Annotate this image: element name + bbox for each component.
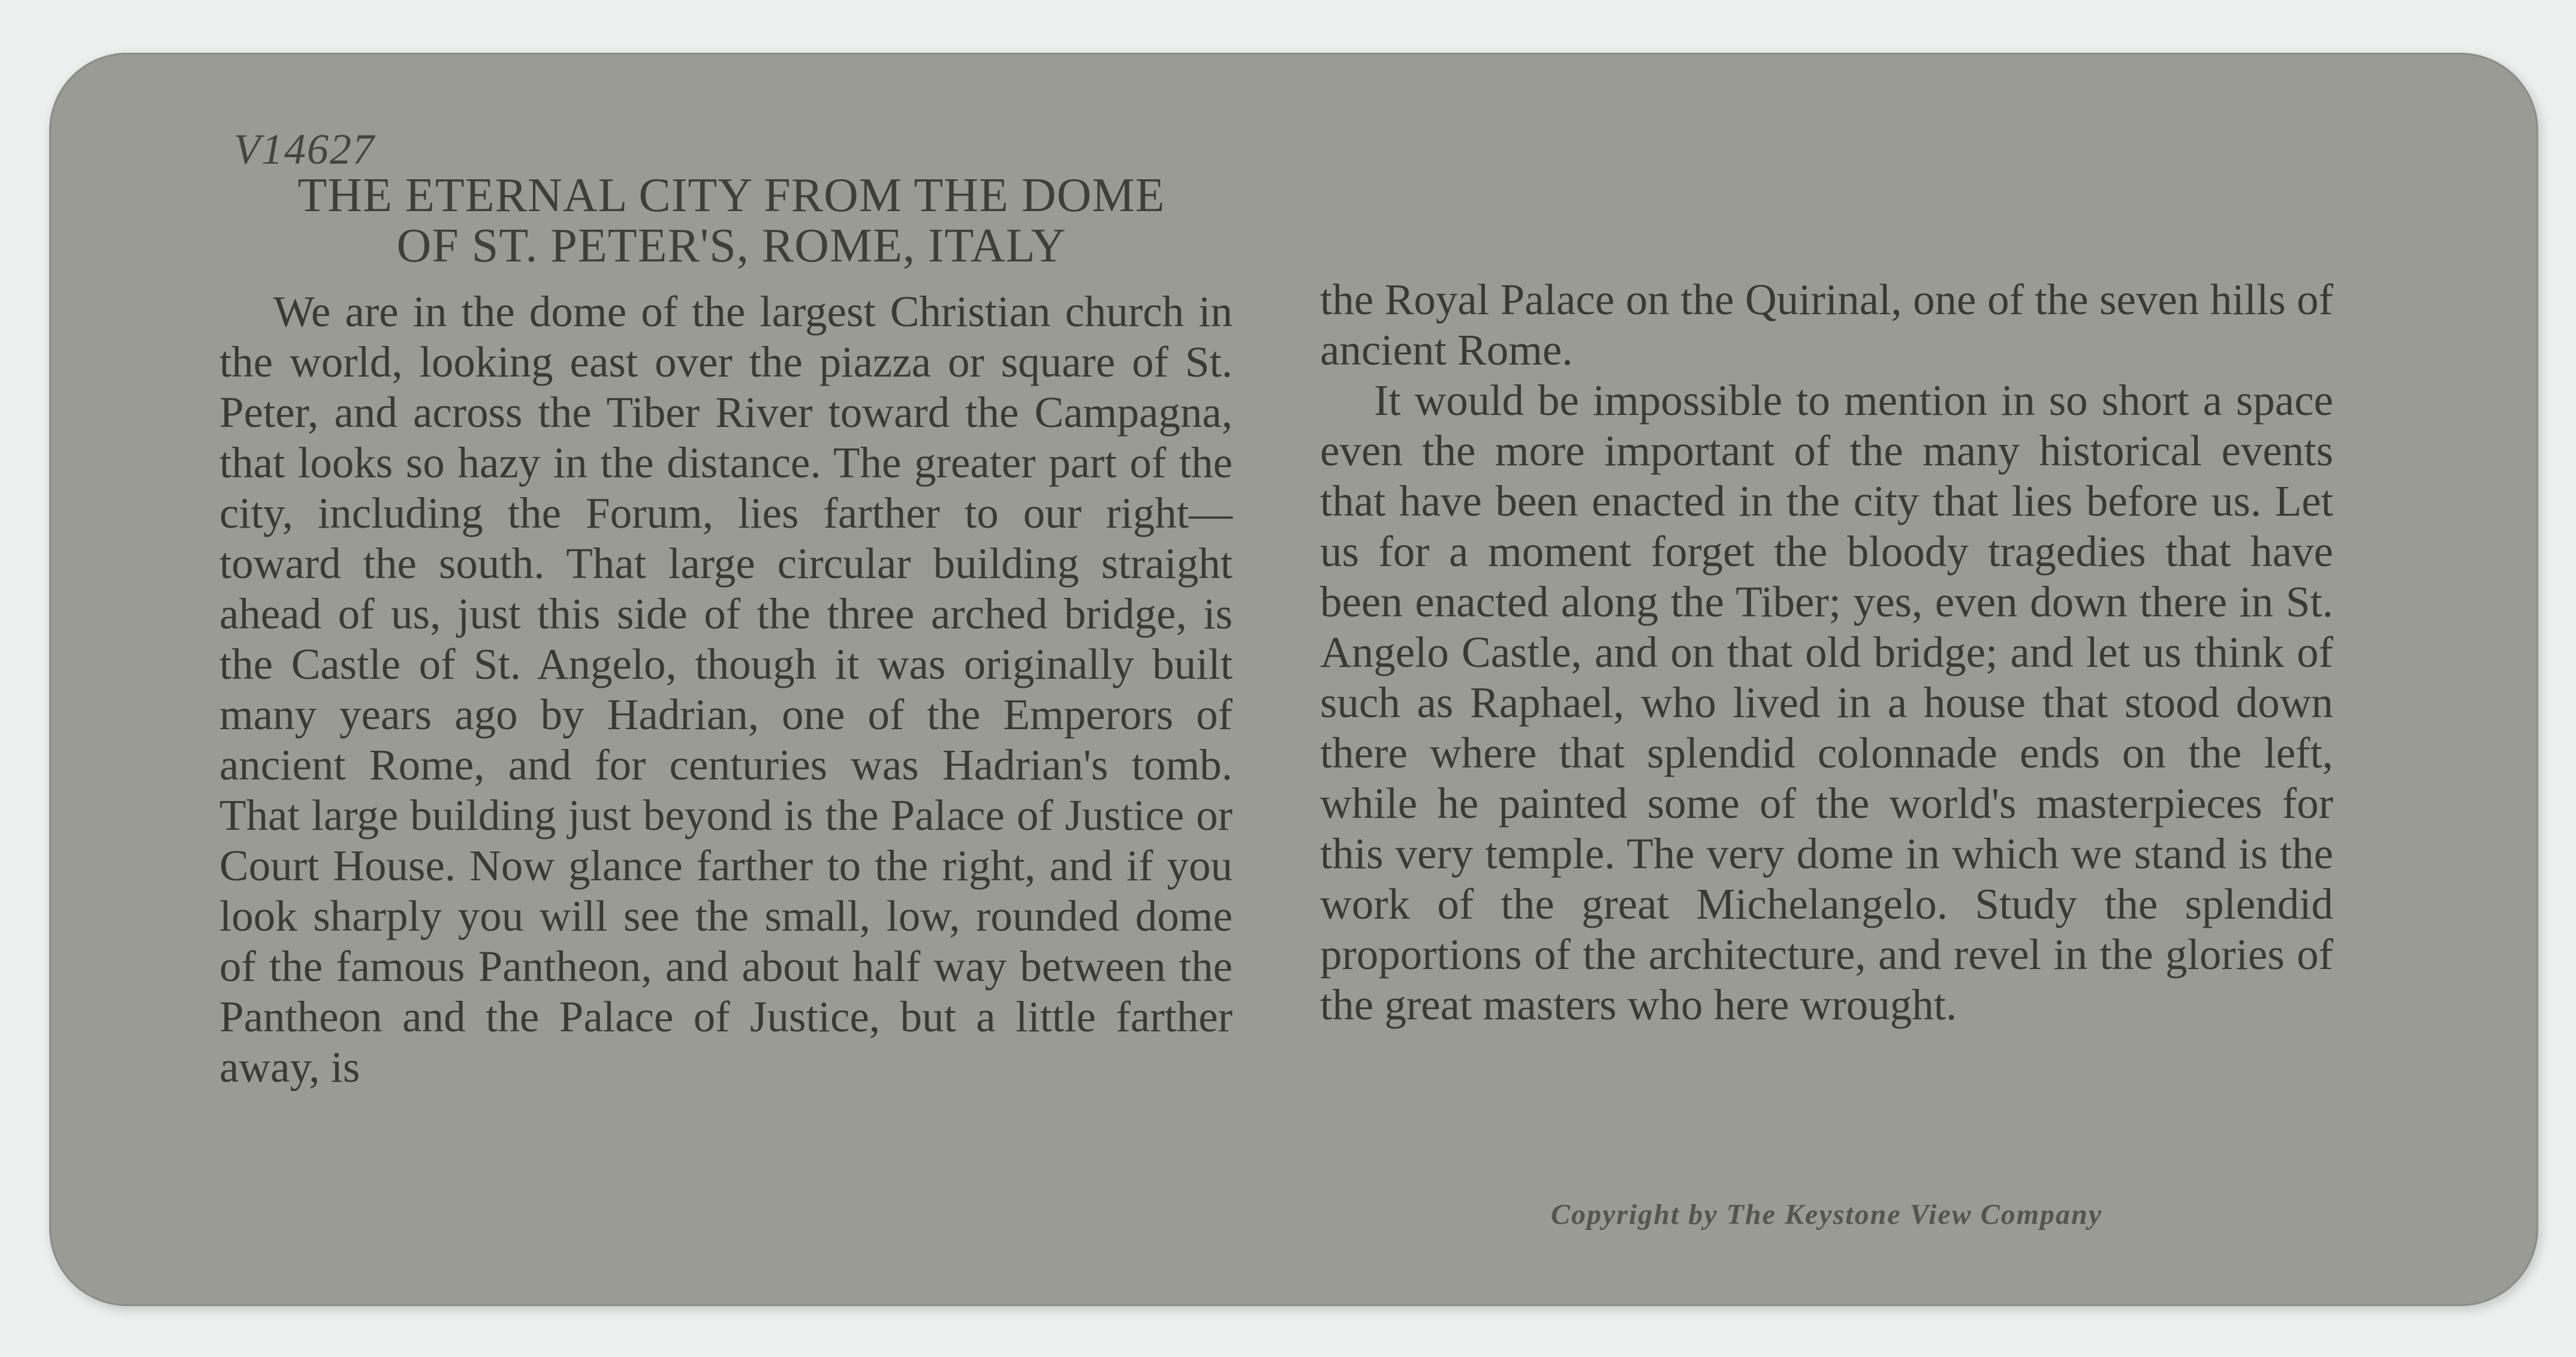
right-paragraph-continuation: the Royal Palace on the Quirinal, one of the seven hills of ancient Rome.: [1320, 275, 2333, 374]
right-text-column: [1320, 275, 2333, 1030]
copyright-notice: Copyright by The Keystone View Company: [1550, 1199, 2102, 1230]
card-title: [222, 170, 1241, 271]
right-paragraph: It would be impossible to mention in so short a space even the more important of the many historical events that have been enacted in the city that lies before us. Let us for a moment forget the bloody tragedies that have been enacted along the Tiber; yes, even down there in St. Angelo Castle, and on that old bridge; and let us think of such as Raphael, who lived in a house that stood down there where that splendid colonnade ends on the left, while he painted some of the world's masterpieces for this very temple. The very dome in which we stand is the work of the great Michelangelo. Study the splendid proportions of the architecture, and revel in the glories of the great masters who here wrought.: [1320, 376, 2333, 1029]
left-text-column: [219, 287, 1233, 1093]
catalog-number: V14627: [234, 125, 375, 173]
left-paragraph: We are in the dome of the largest Christian church in the world, looking east over the piazza or square of St. Peter, and across the Tiber River toward the Campagna, that looks so hazy in the distance. The greater part of the city, including the Forum, lies farther to our right—toward the south. That large circular building straight ahead of us, just this side of the three arched bridge, is the Castle of St. Angelo, though it was originally built many years ago by Hadrian, one of the Emperors of ancient Rome, and for centuries was Hadrian's tomb. That large building just beyond is the Palace of Justice or Court House. Now glance farther to the right, and if you look sharply you will see the small, low, rounded dome of the famous Pantheon, and about half way between the Pantheon and the Palace of Justice, but a little farther away, is: [219, 287, 1233, 1091]
title-line-2: OF ST. PETER'S, ROME, ITALY: [396, 219, 1066, 272]
title-line-1: THE ETERNAL CITY FROM THE DOME: [297, 169, 1165, 222]
